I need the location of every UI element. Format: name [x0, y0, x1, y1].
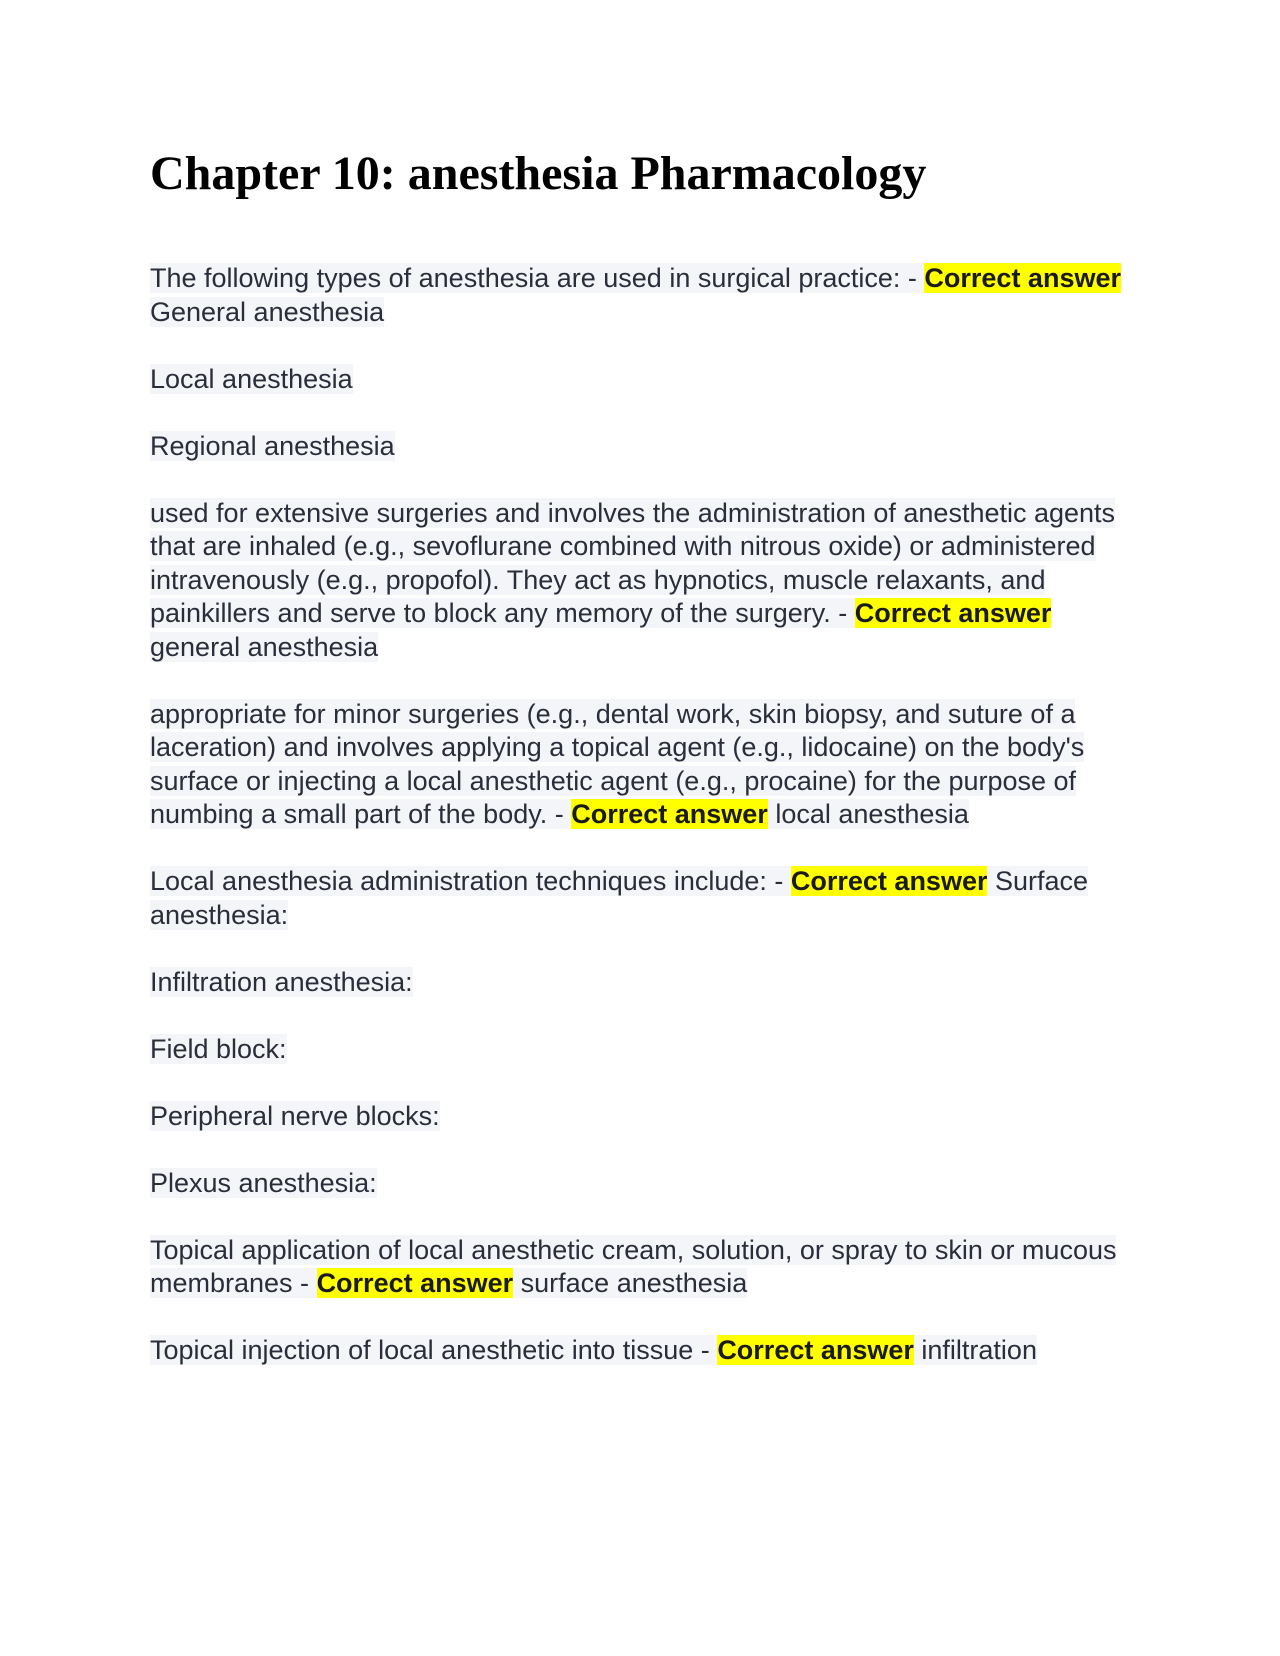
question-text: The following types of anesthesia are used in surgical practice: - — [150, 263, 925, 293]
qa-item-4 — [150, 865, 1130, 932]
correct-answer-label: Correct answer — [571, 799, 768, 829]
answer-text: surface anesthesia — [513, 1268, 748, 1298]
question-text: used for extensive surgeries and involves the administration of anesthetic agents that are inhaled (e.g., sevoflurane combined with nitrous oxide) or administered intravenously (e.g., propofol). They act as hypnotics, muscle relaxants, and painkillers and serve to block any memory of the surgery. - — [150, 497, 1116, 628]
answer-text: Peripheral nerve blocks: — [150, 1100, 440, 1131]
correct-answer-label: Correct answer — [717, 1335, 914, 1365]
qa-item-6 — [150, 1334, 1130, 1368]
list-item — [150, 966, 1130, 1000]
answer-text: Surface anesthesia: — [150, 866, 1089, 930]
answer-text: Plexus anesthesia: — [150, 1167, 377, 1198]
correct-answer-label: Correct answer — [924, 263, 1121, 293]
list-item — [150, 430, 1130, 464]
document-page — [150, 146, 1130, 1401]
list-item — [150, 1033, 1130, 1067]
answer-text: Field block: — [150, 1033, 287, 1064]
question-text: Local anesthesia administration techniques include: - — [150, 866, 791, 896]
qa-item-1 — [150, 262, 1130, 329]
page-title: Chapter 10: anesthesia Pharmacology — [150, 147, 927, 200]
question-text: Topical injection of local anesthetic into tissue - — [150, 1335, 718, 1365]
correct-answer-label: Correct answer — [854, 598, 1052, 628]
qa-item-2 — [150, 497, 1130, 665]
list-item — [150, 1100, 1130, 1134]
answer-text: local anesthesia — [767, 799, 969, 829]
question-text: appropriate for minor surgeries (e.g., dental work, skin biopsy, and suture of a laceration) and involves applying a topical agent (e.g., lidocaine) on the body's surface or injecting a local anesthetic agent (e.g., procaine) for the purpose of numbing a small part of the body. - — [150, 698, 1085, 829]
qa-item-3 — [150, 698, 1130, 832]
list-item — [150, 363, 1130, 397]
answer-text: Regional anesthesia — [150, 430, 395, 461]
answer-text: General anesthesia — [150, 296, 385, 327]
list-item — [150, 1167, 1130, 1201]
answer-text: general anesthesia — [150, 631, 379, 662]
answer-text: Local anesthesia — [150, 363, 353, 394]
qa-item-5 — [150, 1234, 1130, 1301]
answer-text: Infiltration anesthesia: — [150, 966, 413, 997]
correct-answer-label: Correct answer — [790, 866, 988, 896]
correct-answer-label: Correct answer — [316, 1268, 514, 1298]
answer-text: infiltration — [913, 1335, 1037, 1365]
question-text: Topical application of local anesthetic cream, solution, or spray to skin or mucous membranes - — [150, 1234, 1117, 1298]
